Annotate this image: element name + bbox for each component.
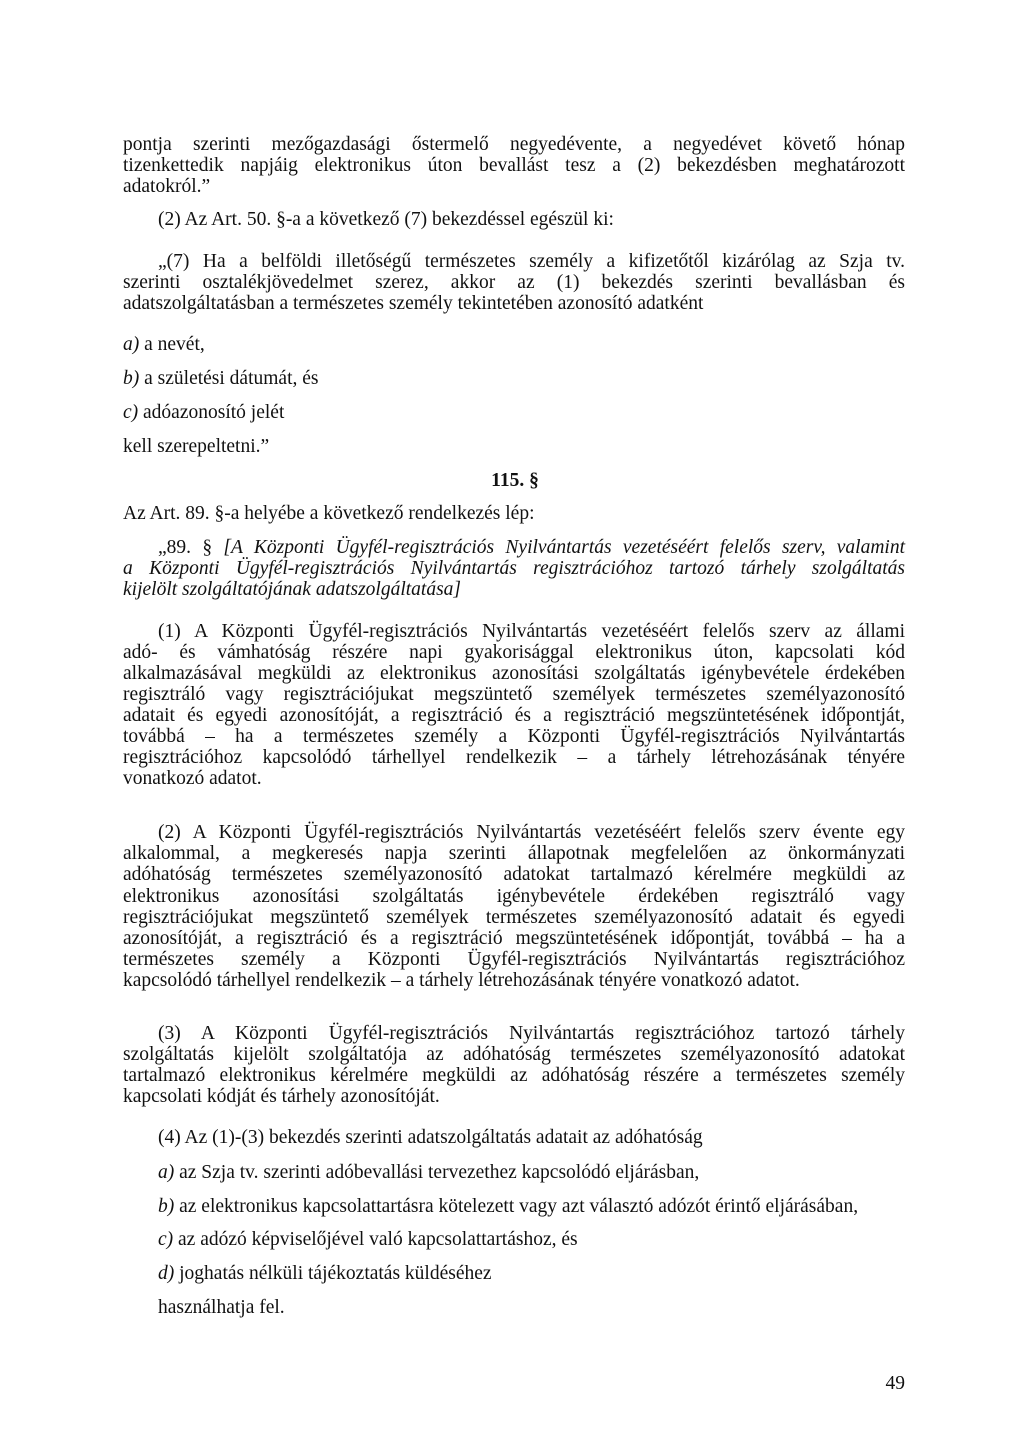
- text-line: adóhatóság természetes személyazonosító adatokat tartalmazó kérelmére megküldi az: [123, 864, 905, 886]
- list-text: adóazonosító jelét: [138, 402, 285, 423]
- text-line: „(7) Ha a belföldi illetőségű természetes személy a kifizetőtől kizárólag az Szja tv.: [158, 251, 905, 272]
- text-line: adatait és egyedi azonosítóját, a regisztráció és a regisztráció megszüntetésének időpontját,: [123, 705, 905, 726]
- paragraph-3: [123, 1023, 905, 1107]
- text-line: elektronikus azonosítási szolgáltatás igénybevétele érdekében regisztráló vagy: [123, 885, 905, 907]
- text-line: továbbá – ha a természetes személy a Központi Ügyfél-regisztrációs Nyilvántartás: [123, 726, 905, 747]
- text-line: azonosítóját, a regisztráció és a regisztráció megszüntetésének időpontját, továbbá – ha a: [123, 928, 905, 950]
- list-item: [158, 1263, 905, 1284]
- article-title-part: kijelölt szolgáltatójának adatszolgáltatása]: [123, 579, 462, 600]
- list-text: a születési dátumát, és: [139, 368, 319, 389]
- list-marker: a): [158, 1162, 175, 1183]
- text-line: [123, 537, 905, 558]
- text-line: adatokról.”: [123, 176, 211, 197]
- paragraph-art50: (2) Az Art. 50. §-a a következő (7) bekezdéssel egészül ki:: [158, 209, 614, 230]
- list-text: az Szja tv. szerinti adóbevallási tervezethez kapcsolódó eljárásban,: [174, 1162, 700, 1183]
- section-title: 115. §: [491, 470, 539, 491]
- list-item: [123, 368, 905, 389]
- text-line: (2) A Központi Ügyfél-regisztrációs Nyilvántartás vezetéséért felelős szerv évente egy: [158, 822, 905, 843]
- text-line: kapcsolódó tárhellyel rendelkezik – a tárhely létrehozásának tényére vonatkozó adatot.: [123, 970, 800, 992]
- text-line: regisztrációhoz kapcsolódó tárhellyel rendelkezik – a tárhely létrehozásának tényére: [123, 747, 905, 768]
- list-item: [123, 334, 905, 355]
- text-line: tartalmazó elektronikus kérelmére megküldi az adóhatóság részére a természetes személy: [123, 1065, 905, 1086]
- text-line: alkalommal, a megkeresés napja szerinti állapotnak megfelelően az önkormányzati: [123, 843, 905, 865]
- list-marker: b): [158, 1196, 175, 1217]
- text-line: regisztráló vagy regisztrációjukat megszüntető személyek természetes személyazonosító: [123, 684, 905, 705]
- text-line: szolgáltatás kijelölt szolgáltatója az adóhatóság természetes személyazonosító adatokat: [123, 1044, 905, 1065]
- list-text: az elektronikus kapcsolattartásra kötelezett vagy azt választó adózót érintő eljárásában,: [174, 1196, 859, 1217]
- text-line: (3) A Központi Ügyfél-regisztrációs Nyilvántartás regisztrációhoz tartozó tárhely: [158, 1023, 905, 1044]
- paragraph-intro: [123, 134, 905, 197]
- text-line: regisztrációjukat megszüntető személyek természetes személyazonosító adatait és egyedi: [123, 906, 905, 928]
- article-title-part: [A Központi Ügyfél-regisztrációs Nyilvántartás vezetéséért felelős szerv, valamint: [223, 537, 905, 558]
- list-item: [123, 402, 905, 423]
- paragraph-closing: kell szerepeltetni.”: [123, 436, 270, 457]
- list-text: a nevét,: [139, 334, 205, 355]
- text-line: alkalmazásával megküldi az elektronikus azonosítási szolgáltatás igénybevétele érdekében: [123, 663, 905, 684]
- list-marker: c): [158, 1229, 174, 1250]
- list-item: [158, 1229, 905, 1250]
- article-title-part: a Központi Ügyfél-regisztrációs Nyilvántartás regisztrációhoz tartozó tárhely szolgáltatás: [123, 558, 905, 579]
- text-line: adó- és vámhatóság részére napi gyakorisággal elektronikus úton, kapcsolati kód: [123, 642, 905, 663]
- text-line: [123, 558, 905, 579]
- text-line: (1) A Központi Ügyfél-regisztrációs Nyilvántartás vezetéséért felelős szerv az állami: [158, 621, 905, 642]
- list-item: [158, 1162, 905, 1183]
- text-line: természetes személy a Központi Ügyfél-regisztrációs Nyilvántartás regisztrációhoz: [123, 949, 905, 971]
- text-line: szerinti osztalékjövedelmet szerez, akkor az (1) bekezdés szerinti bevallásban és: [123, 272, 905, 293]
- list-marker: c): [123, 402, 139, 423]
- paragraph-2: [123, 822, 905, 992]
- page-number: 49: [885, 1373, 905, 1394]
- paragraph-final: használhatja fel.: [158, 1297, 285, 1318]
- list-text: joghatás nélküli tájékoztatás küldéséhez: [174, 1263, 492, 1284]
- list-text: az adózó képviselőjével való kapcsolattartáshoz, és: [173, 1229, 578, 1250]
- paragraph-1: [123, 621, 905, 789]
- paragraph-art89-intro: Az Art. 89. §-a helyébe a következő rendelkezés lép:: [123, 503, 535, 524]
- text-line: kapcsolati kódját és tárhely azonosítóját.: [123, 1086, 440, 1107]
- text-line: adatszolgáltatásban a természetes személy tekintetében azonosító adatként: [123, 293, 704, 314]
- text-line: tizenkettedik napjáig elektronikus úton bevallást tesz a (2) bekezdésben meghatározott: [123, 155, 905, 176]
- article-89-heading: [123, 537, 905, 600]
- paragraph-4: (4) Az (1)-(3) bekezdés szerinti adatszolgáltatás adatait az adóhatóság: [158, 1127, 703, 1148]
- list-item: [158, 1196, 905, 1217]
- list-marker: b): [123, 368, 140, 389]
- text-line: vonatkozó adatot.: [123, 768, 262, 789]
- text-line: [123, 579, 905, 600]
- list-marker: a): [123, 334, 140, 355]
- list-marker: d): [158, 1263, 175, 1284]
- article-prefix: „89. §: [158, 537, 224, 558]
- text-line: pontja szerinti mezőgazdasági őstermelő negyedévente, a negyedévet követő hónap: [123, 134, 905, 155]
- paragraph-7: [123, 251, 905, 314]
